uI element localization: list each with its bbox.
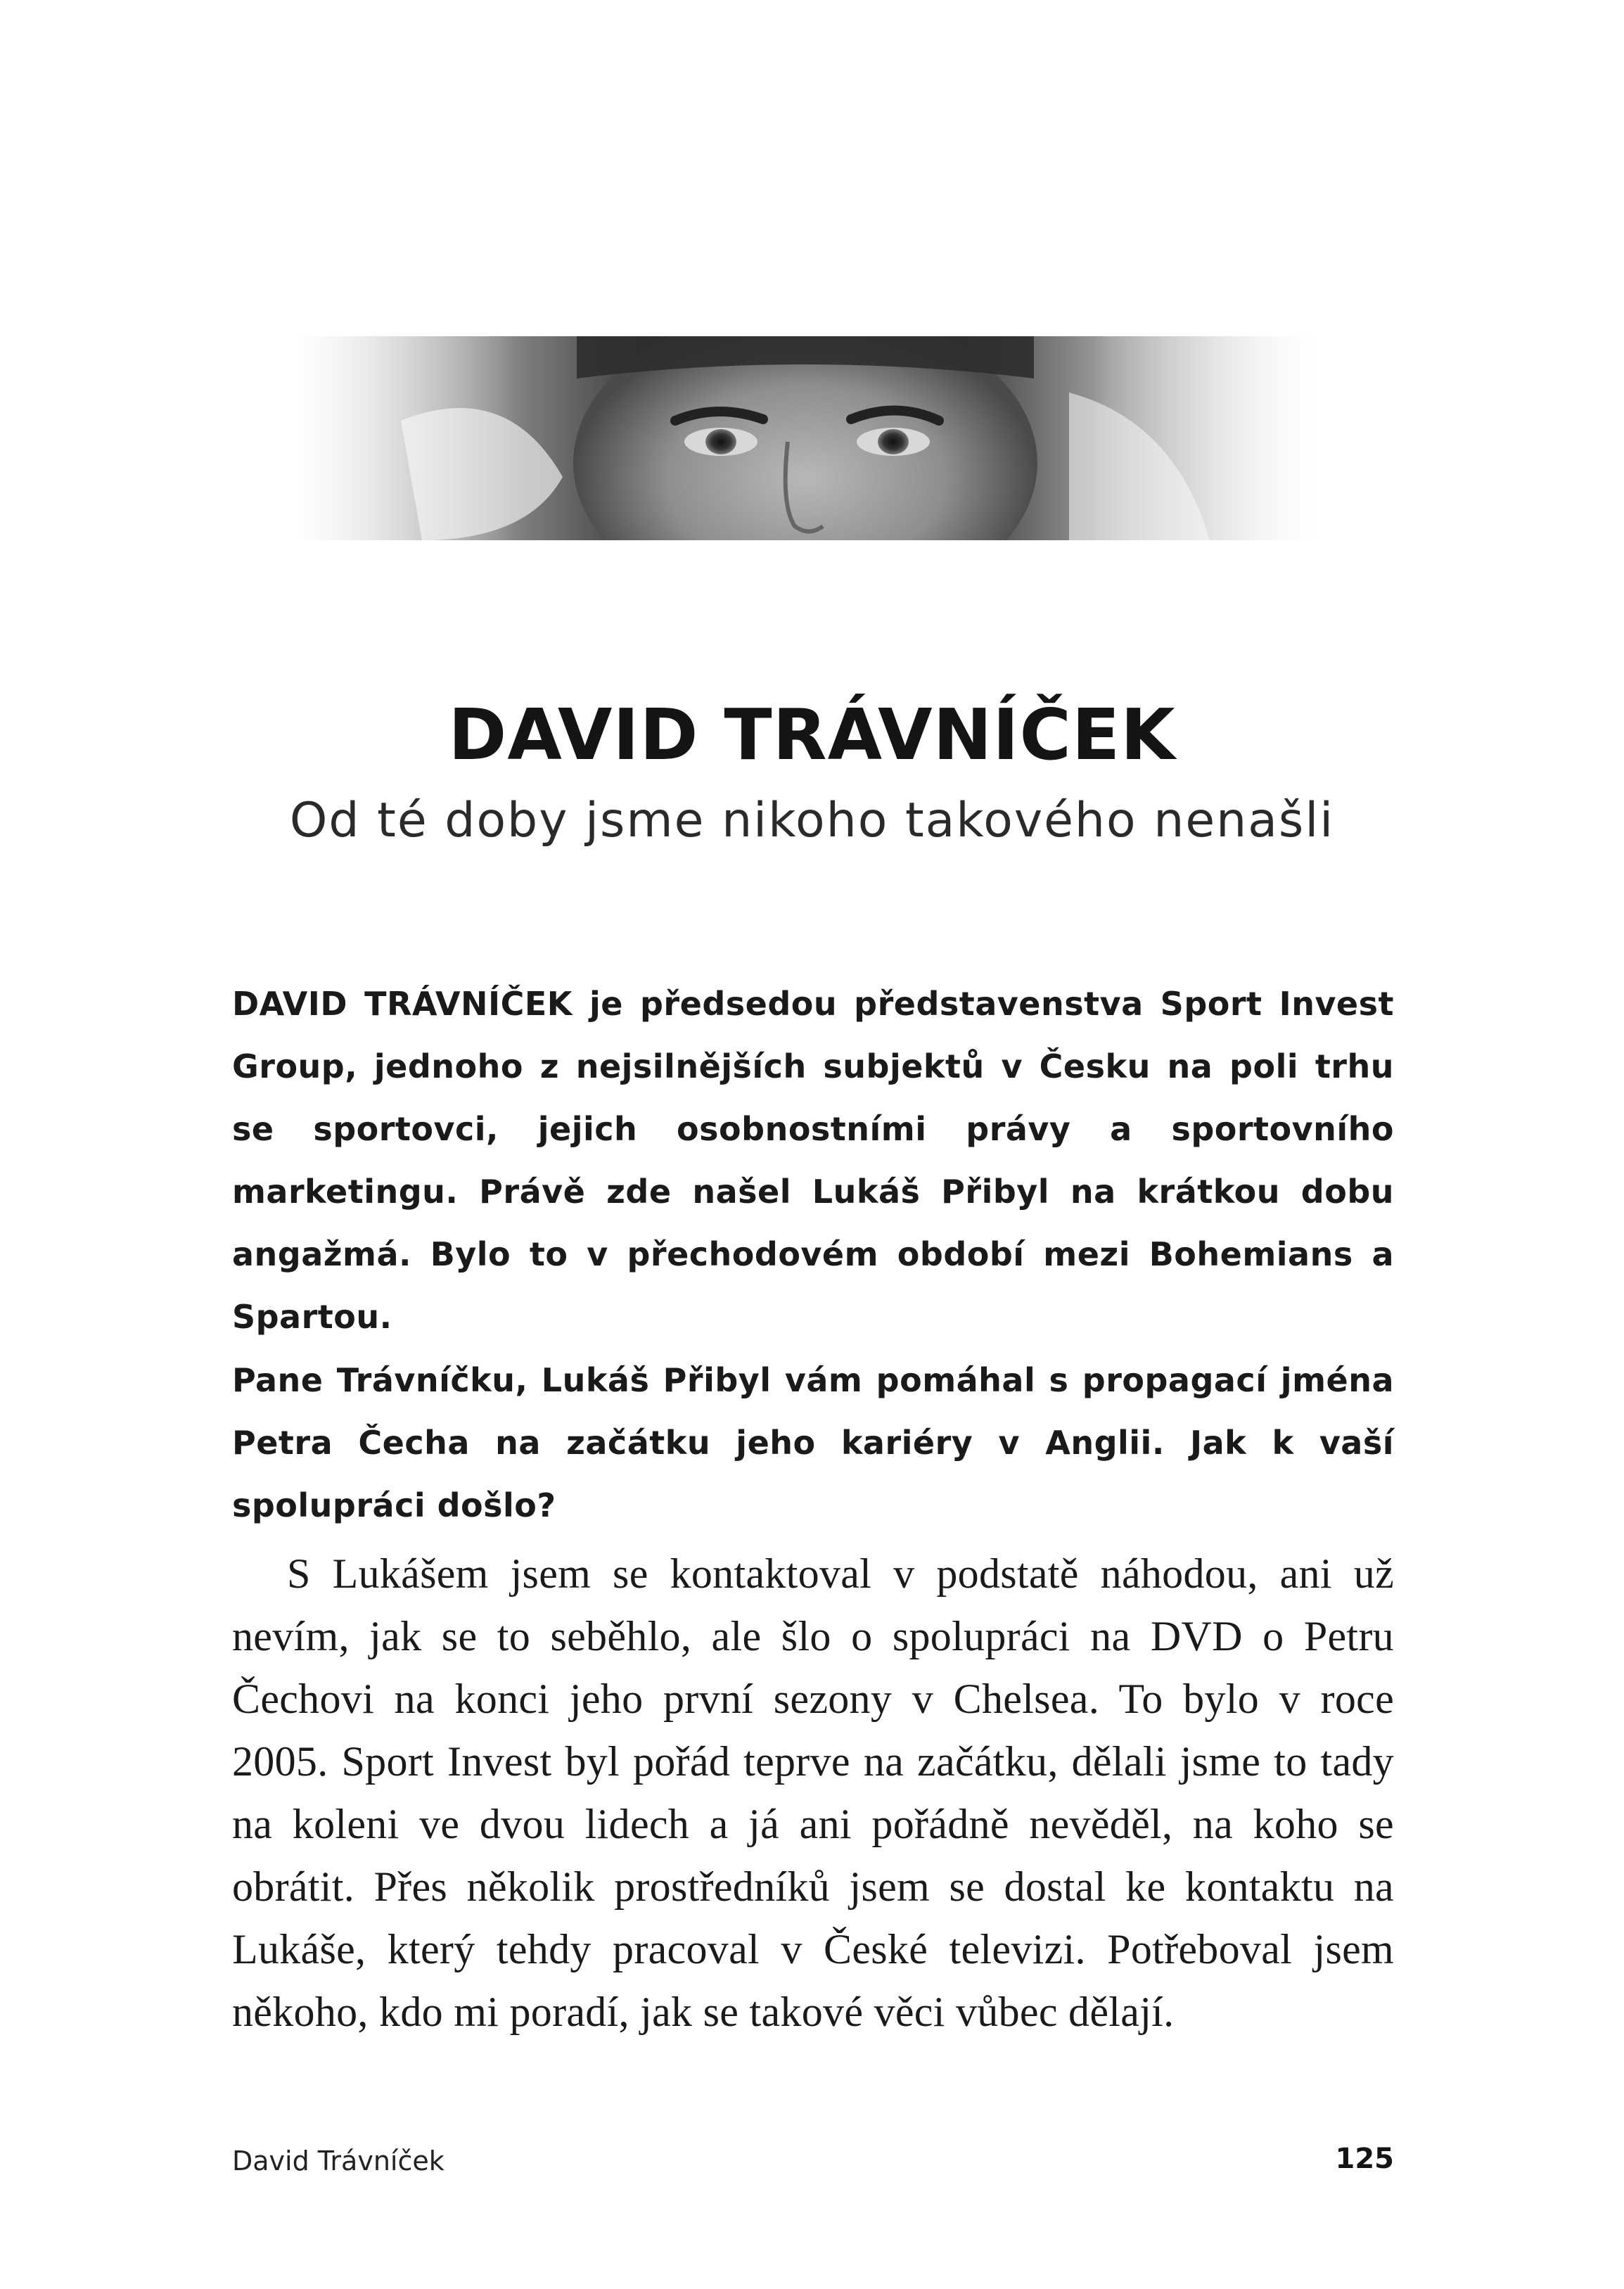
running-footer-title: David Trávníček xyxy=(232,2145,445,2176)
chapter-title: DAVID TRÁVNÍČEK xyxy=(448,694,1176,776)
portrait-photo xyxy=(295,336,1315,540)
chapter-subtitle: Od té doby jsme nikoho takového nenašli xyxy=(289,793,1335,848)
interview-question: Pane Trávníčku, Lukáš Přibyl vám pomáhal s propagací jména Petra Čecha na začátku jeho kariéry v Anglii. Jak k vaší spolupráci došlo? xyxy=(232,1361,1394,1524)
interview-answer: S Lukášem jsem se kontaktoval v podstatě náhodou, ani už nevím, jak se to seběhlo, ale šlo o spolupráci na DVD o Petru Čechovi na konci jeho první sezony v Chelsea. To bylo v roce 2005. Sport Invest byl pořád teprve na začátku, dělali jsme to tady na koleni ve dvou lidech a já ani pořádně nevěděl, na koho se obrátit. Přes několik prostředníků jsem se dostal ke kontaktu na Lukáše, který tehdy pracoval v České televizi. Potřeboval jsem někoho, kdo mi poradí, jak se takové věci vůbec dělají. xyxy=(232,1550,1394,2035)
intro-paragraph: DAVID TRÁVNÍČEK je předsedou představenstva Sport Invest Group, jednoho z nejsilnějších subjektů v Česku na poli trhu se sportovci, jejich osobnostními právy a sportovního marketingu. Právě zde našel Lukáš Přibyl na krátkou dobu angažmá. Bylo to v přechodovém období mezi Bohemians a Spartou. xyxy=(232,985,1394,1336)
portrait-eyes-image xyxy=(295,336,1315,540)
page-number: 125 xyxy=(1335,2143,1394,2175)
